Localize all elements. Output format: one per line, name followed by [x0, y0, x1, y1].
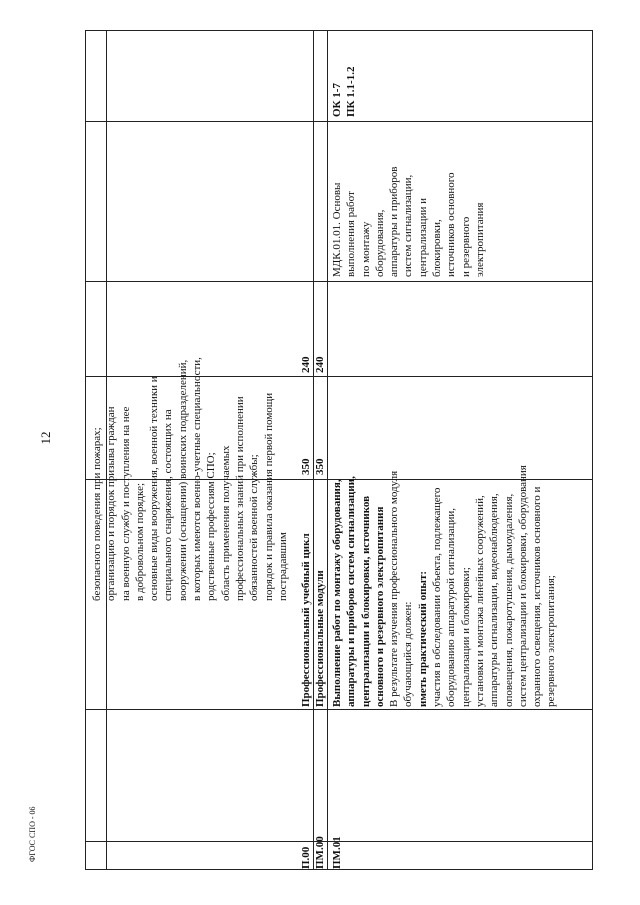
row-classroom-hours: 240	[314, 356, 326, 373]
curriculum-table	[85, 30, 593, 870]
page-number: 12	[38, 431, 53, 445]
row-code: П.00	[300, 846, 312, 869]
row-classroom-hours: 240	[300, 356, 312, 373]
module-description: Выполнение работ по монтажу оборудования, аппаратуры и приборов систем сигнализации, централизации и блокировки, источников основного и резервного электропитания В результате изучения профессионального модуля обучающийся должен: иметь практический опыт: участия в обследовании объекта, подлежащего оборудованию аппаратурой сигнализации, централизации и блокировки; установки и монтажа линейных сооружений, аппаратуры сигнализации, видеонаблюдения, оповещения, пожаротушения, дымоудаления, систем централизации и блокировки, оборудования охранного освещения, источников основного и резервного электропитания;	[331, 465, 558, 707]
continuation-text: безопасного поведения при пожарах; организацию и порядок призыва граждан на военную службу и поступления на нее в добровольном порядке; основные виды вооружения, военной техники и специального снаряжения, состоящих на вооружении (оснащении) воинских подразделений, в которых имеются военно-учетные специальности, родственные профессиям СПО; область применения получаемых профессиональных знаний при исполнении обязанностей военной службы; порядок и правила оказания первой помощи пострадавшим	[91, 357, 289, 601]
document-footer: ФГОС СПО - 06	[28, 806, 37, 862]
row-code: ПМ.00	[314, 836, 326, 869]
row-divider	[327, 31, 328, 869]
competency-codes: ОК 1-7 ПК 1.1-1.2	[331, 66, 358, 117]
row-title: Профессиональные модули	[314, 570, 326, 707]
column-divider	[86, 709, 592, 710]
row-title: Профессиональный учебный цикл	[300, 533, 312, 707]
mdk-description: МДК.01.01. Основы выполнения работ по монтажу оборудования, аппаратуры и приборов систем сигнализации, централизации и блокировки, источников основного и резервного электропитания	[331, 166, 486, 277]
row-total-hours: 350	[314, 458, 326, 475]
module-code: ПМ.01	[331, 836, 343, 869]
row-total-hours: 350	[300, 458, 312, 475]
row-divider	[313, 31, 314, 869]
